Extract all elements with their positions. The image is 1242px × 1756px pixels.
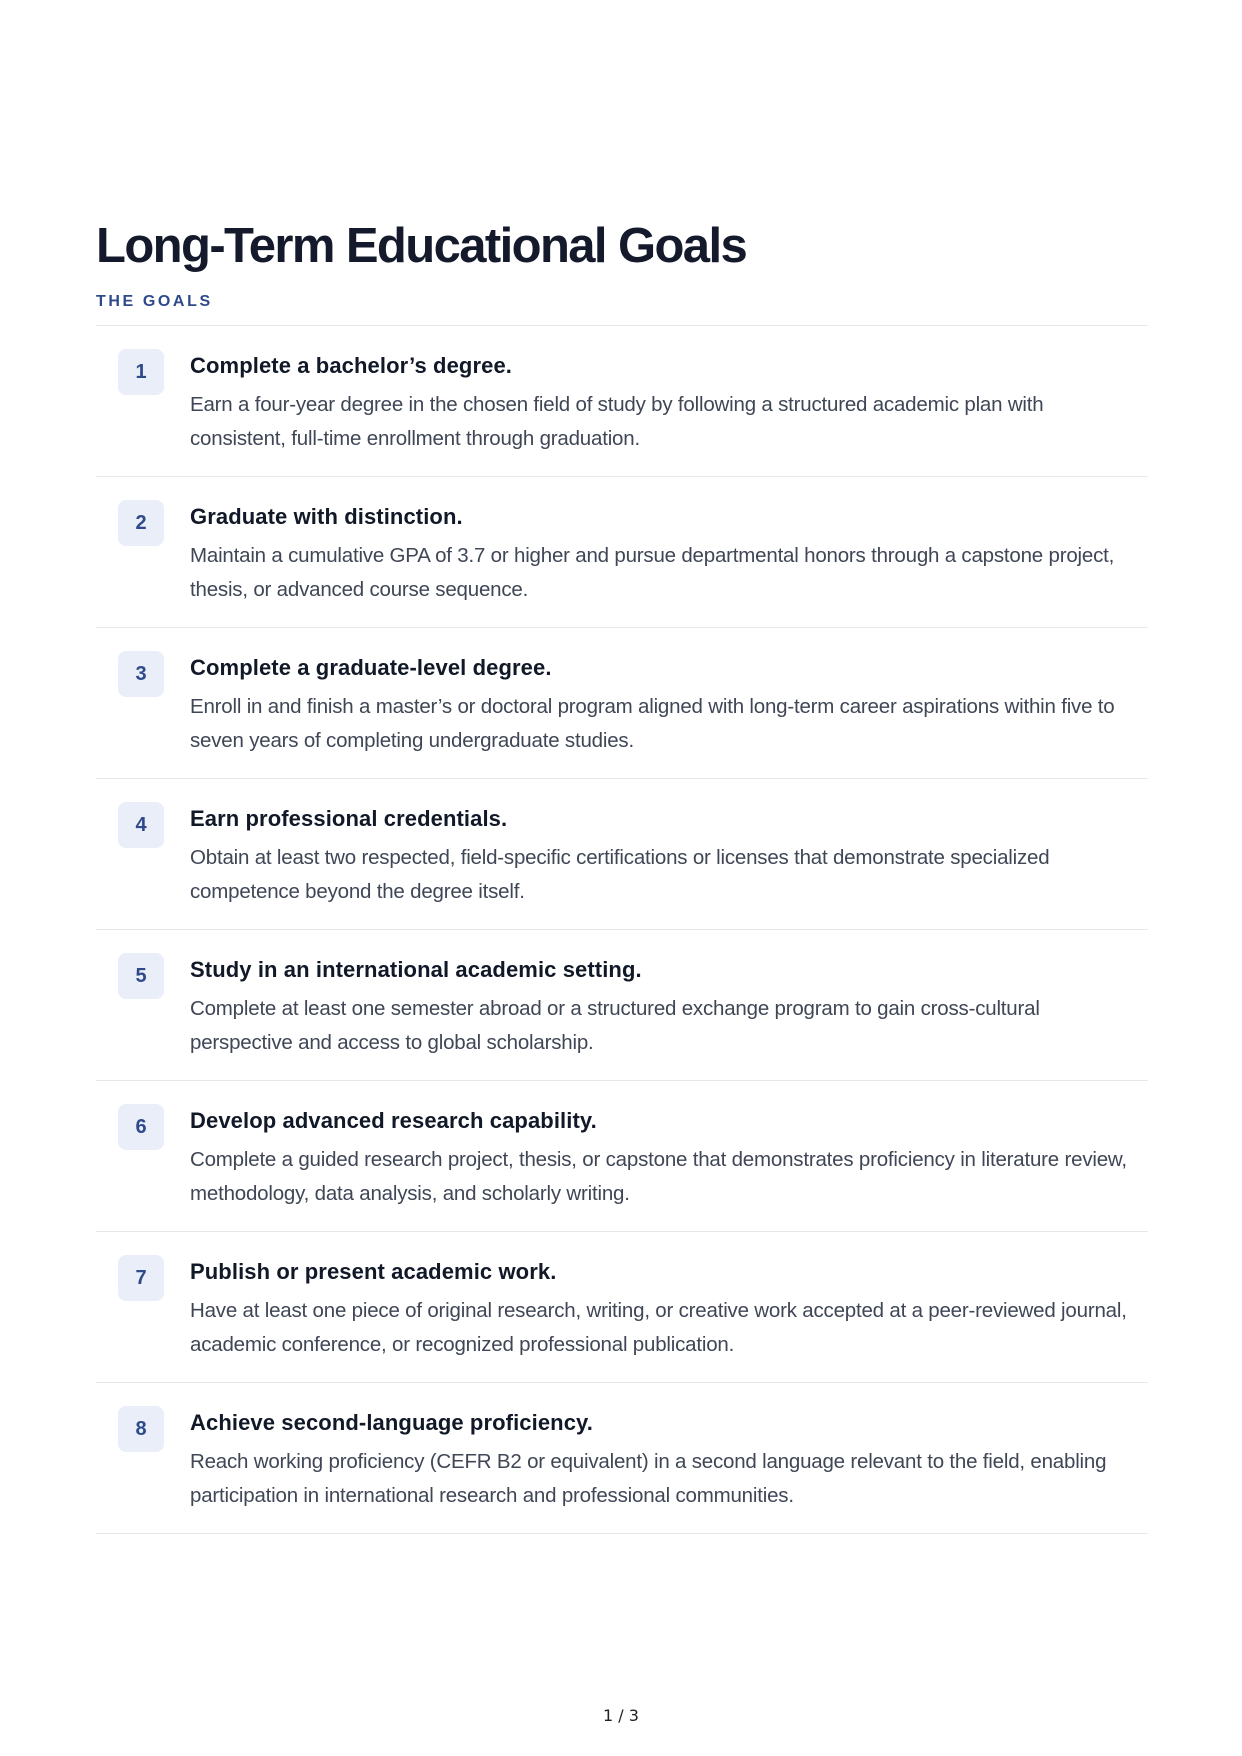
goal-description: Have at least one piece of original research, writing, or creative work accepted at a peer-reviewed journal, academic conference, or recognized professional publication. <box>190 1299 1127 1356</box>
goal-title: Study in an international academic setting. <box>190 957 642 982</box>
goal-item <box>96 1232 1148 1383</box>
goal-item <box>96 326 1148 477</box>
goal-title: Develop advanced research capability. <box>190 1108 597 1133</box>
page-number: 1 / 3 <box>603 1706 639 1725</box>
section-label: THE GOALS <box>96 293 213 310</box>
goal-title: Complete a bachelor’s degree. <box>190 353 513 378</box>
document-page <box>96 218 1148 1534</box>
goal-description: Earn a four-year degree in the chosen field of study by following a structured academic plan with consistent, full-time enrollment through graduation. <box>190 393 1044 450</box>
goal-number-badge: 8 <box>118 1406 164 1452</box>
goal-item <box>96 1081 1148 1232</box>
goals-list <box>96 326 1148 1534</box>
goal-description: Reach working proficiency (CEFR B2 or equivalent) in a second language relevant to the field, enabling participation in international research and professional communities. <box>190 1450 1107 1507</box>
goal-description: Complete at least one semester abroad or a structured exchange program to gain cross-cultural perspective and access to global scholarship. <box>190 997 1040 1054</box>
goal-title: Graduate with distinction. <box>190 504 463 529</box>
goal-number-badge: 2 <box>118 500 164 546</box>
goal-item <box>96 930 1148 1081</box>
goal-description: Complete a guided research project, thesis, or capstone that demonstrates proficiency in literature review, methodology, data analysis, and scholarly writing. <box>190 1148 1127 1205</box>
goal-number-badge: 7 <box>118 1255 164 1301</box>
goal-number-badge: 6 <box>118 1104 164 1150</box>
goal-number-badge: 1 <box>118 349 164 395</box>
goal-title: Achieve second-language proficiency. <box>190 1410 593 1435</box>
goal-item <box>96 628 1148 779</box>
goal-number-badge: 5 <box>118 953 164 999</box>
goal-number-badge: 4 <box>118 802 164 848</box>
goal-title: Complete a graduate-level degree. <box>190 655 552 680</box>
goal-description: Maintain a cumulative GPA of 3.7 or higher and pursue departmental honors through a capstone project, thesis, or advanced course sequence. <box>190 544 1115 601</box>
goal-number-badge: 3 <box>118 651 164 697</box>
goal-item <box>96 477 1148 628</box>
page-title: Long-Term Educational Goals <box>96 219 747 273</box>
goal-description: Obtain at least two respected, field-specific certifications or licenses that demonstrate specialized competence beyond the degree itself. <box>190 846 1050 903</box>
goal-item <box>96 1383 1148 1534</box>
goal-title: Publish or present academic work. <box>190 1259 557 1284</box>
goal-description: Enroll in and finish a master’s or doctoral program aligned with long-term career aspirations within five to seven years of completing undergraduate studies. <box>190 695 1115 752</box>
goal-title: Earn professional credentials. <box>190 806 508 831</box>
goal-item <box>96 779 1148 930</box>
